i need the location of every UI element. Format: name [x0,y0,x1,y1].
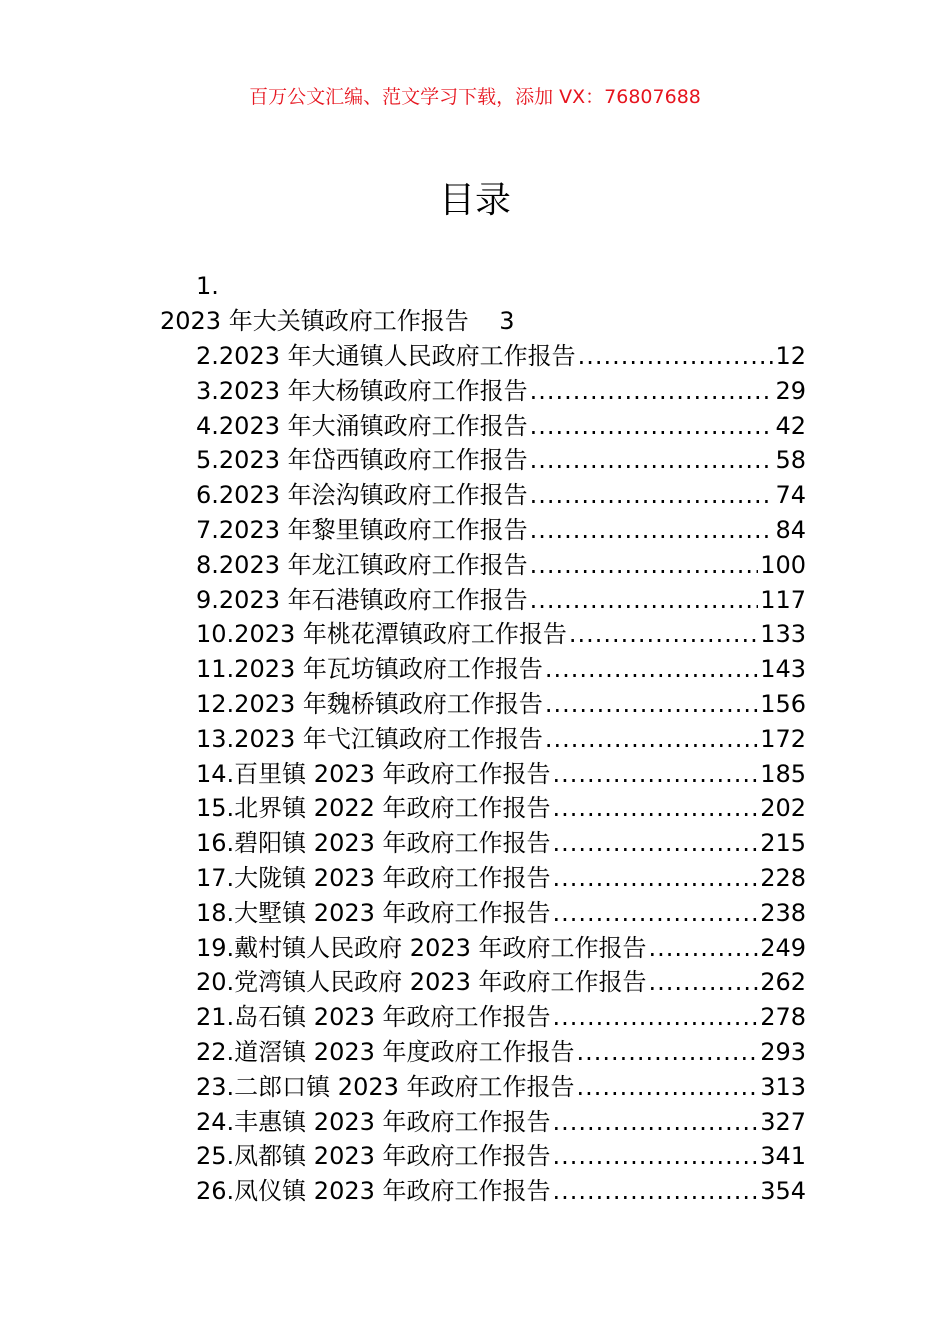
toc-dot-leader [649,931,759,966]
toc-entry-page: 74 [775,481,806,510]
toc-title: 目录 [438,180,511,221]
toc-entry-page: 249 [760,933,806,962]
toc-entry-label: 15.北界镇 2022 年政府工作报告 [196,794,551,823]
toc-entry-label: 2023 年大关镇政府工作报告 [160,307,469,335]
toc-entry[interactable] [196,583,806,618]
toc-entry-page: 29 [775,376,806,405]
toc-entry[interactable] [196,513,806,548]
toc-entry-label: 18.大墅镇 2023 年政府工作报告 [196,898,551,927]
toc-entry-label: 20.党湾镇人民政府 2023 年政府工作报告 [196,968,647,997]
toc-entry-label: 24.丰惠镇 2023 年政府工作报告 [196,1107,551,1136]
toc-dot-leader [553,896,759,931]
toc-entry[interactable] [196,617,806,652]
toc-dot-leader [553,861,759,896]
toc-entry-label: 25.凤都镇 2023 年政府工作报告 [196,1142,551,1171]
toc-dot-leader [530,374,774,409]
toc-entry-page: 185 [760,759,806,788]
toc-dot-leader [578,339,774,374]
toc-dot-leader [553,1000,759,1035]
toc-entry-page: 12 [775,342,806,370]
toc-entry[interactable] [196,478,806,513]
toc-first-entry-number[interactable]: 1. [196,272,219,300]
toc-entry[interactable] [196,548,806,583]
toc-entry-label: 14.百里镇 2023 年政府工作报告 [196,759,551,788]
toc-dot-leader [530,478,774,513]
toc-entry-label: 6.2023 年浍沟镇政府工作报告 [196,481,528,510]
toc-entry-label: 12.2023 年魏桥镇政府工作报告 [196,689,543,718]
toc-entry-label: 5.2023 年岱西镇政府工作报告 [196,446,528,475]
toc-entry-label: 4.2023 年大涌镇政府工作报告 [196,411,528,440]
toc-entry[interactable] [196,339,806,374]
toc-dot-leader [530,513,774,548]
toc-entry-page: 202 [760,794,806,823]
toc-entry-label: 16.碧阳镇 2023 年政府工作报告 [196,829,551,858]
toc-entry-label: 8.2023 年龙江镇政府工作报告 [196,550,528,579]
toc-entry-page: 3 [499,307,515,335]
toc-dot-leader [553,826,759,861]
toc-entry-label: 23.二郎口镇 2023 年政府工作报告 [196,1072,575,1101]
toc-entry-label: 22.道滘镇 2023 年度政府工作报告 [196,1037,575,1066]
toc-entry[interactable] [196,1070,806,1105]
toc-entry-label: 17.大陇镇 2023 年政府工作报告 [196,863,551,892]
toc-entry[interactable] [196,861,806,896]
toc-entry[interactable] [196,896,806,931]
toc-entry-label: 10.2023 年桃花潭镇政府工作报告 [196,620,567,649]
toc-entry-page: 313 [760,1072,806,1101]
toc-entry-page: 143 [760,655,806,684]
toc-entry-label: 13.2023 年弋江镇政府工作报告 [196,724,543,753]
toc-entry-page: 278 [760,1003,806,1032]
toc-dot-leader [649,965,759,1000]
toc-entry[interactable] [196,965,806,1000]
toc-entry-page: 133 [760,620,806,649]
toc-entry-label: 26.凤仪镇 2023 年政府工作报告 [196,1177,551,1206]
toc-entry[interactable] [196,1139,806,1174]
toc-entry-label: 2.2023 年大通镇人民政府工作报告 [196,342,576,370]
toc-entry-page: 156 [760,689,806,718]
toc-entry-label: 19.戴村镇人民政府 2023 年政府工作报告 [196,933,647,962]
toc-entry-page: 58 [775,446,806,475]
toc-entry-page: 100 [760,550,806,579]
toc-entry[interactable] [196,722,806,757]
toc-entry-page: 327 [760,1107,806,1136]
toc-dot-leader [553,1139,759,1174]
toc-entry-page: 172 [760,724,806,753]
toc-dot-leader [577,1070,759,1105]
toc-entry[interactable] [196,374,806,409]
toc-dot-leader [577,1035,759,1070]
toc-entry[interactable] [196,1174,806,1209]
toc-dot-leader [553,1105,759,1140]
toc-dot-leader [553,1174,759,1209]
toc-entry[interactable] [196,687,806,722]
toc-entry-label: 9.2023 年石港镇政府工作报告 [196,585,528,614]
toc-dot-leader [530,409,774,444]
toc-entry-label: 3.2023 年大杨镇政府工作报告 [196,376,528,405]
toc-dot-leader [530,548,759,583]
toc-entry[interactable] [196,1000,806,1035]
toc-entry[interactable] [196,757,806,792]
toc-entry[interactable] [196,652,806,687]
toc-entry[interactable] [196,409,806,444]
toc-dot-leader [545,687,758,722]
toc-entry[interactable] [196,443,806,478]
toc-dot-leader [530,583,759,618]
toc-entry-page: 84 [775,515,806,544]
toc-list [196,339,806,1209]
toc-first-entry[interactable] [160,305,515,337]
toc-dot-leader [545,652,758,687]
toc-dot-leader [530,443,774,478]
toc-entry-label: 21.岛石镇 2023 年政府工作报告 [196,1003,551,1032]
toc-entry-page: 215 [760,829,806,858]
toc-entry-page: 262 [760,968,806,997]
toc-entry[interactable] [196,1035,806,1070]
toc-entry[interactable] [196,826,806,861]
toc-entry-page: 228 [760,863,806,892]
toc-entry-label: 7.2023 年黎里镇政府工作报告 [196,515,528,544]
toc-entry-page: 293 [760,1037,806,1066]
toc-dot-leader [553,757,759,792]
header-promo-note: 百万公文汇编、范文学习下载，添加 VX：76807688 [249,86,701,108]
toc-entry-page: 341 [760,1142,806,1171]
toc-dot-leader [545,722,758,757]
toc-entry-page: 42 [775,411,806,440]
toc-dot-leader [569,617,758,652]
toc-dot-leader [553,791,759,826]
toc-entry[interactable] [196,931,806,966]
toc-entry-label: 11.2023 年瓦坊镇政府工作报告 [196,655,543,684]
toc-entry-page: 238 [760,898,806,927]
toc-entry[interactable] [196,791,806,826]
toc-entry[interactable] [196,1105,806,1140]
toc-entry-page: 354 [760,1177,806,1206]
toc-entry-page: 117 [760,585,806,614]
